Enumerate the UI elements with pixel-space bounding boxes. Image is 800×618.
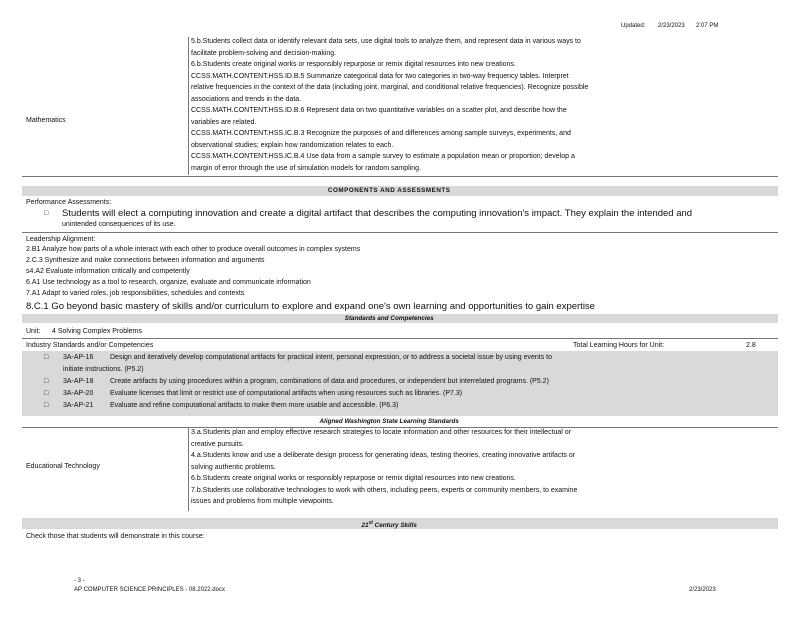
text-line: observational studies; explain how randomization relates to each. xyxy=(191,141,394,149)
text-line: CCSS.MATH.CONTENT.HSS.ID.B.5 Summarize categorical data for two categories in two-way frequency tables. Interpret xyxy=(191,72,569,80)
bullet-icon: □ xyxy=(44,210,49,217)
hours-label: Total Learning Hours for Unit: xyxy=(573,342,665,349)
performance-label: Performance Assessments: xyxy=(26,199,112,206)
updated-time: 2:07 PM xyxy=(696,23,719,29)
divider xyxy=(22,338,778,339)
footer-date: 2/23/2023 xyxy=(689,587,716,593)
text-line: issues and problems from multiple viewpoints. xyxy=(191,498,334,505)
text-line: s4.A2 Evaluate information critically and competently xyxy=(26,268,190,275)
text-line: 3.a.Students plan and employ effective research strategies to locate information and other resources for their intellectual or xyxy=(191,429,572,436)
text-line: solving authentic problems. xyxy=(191,463,276,471)
divider xyxy=(22,232,778,233)
bullet-icon: □ xyxy=(44,402,49,409)
industry-code: 3A-AP-20 xyxy=(63,390,94,397)
bullet-icon: □ xyxy=(44,378,49,385)
text-line: associations and trends in the data. xyxy=(191,95,302,103)
century-header xyxy=(0,519,778,530)
text-line: 7.A1 Adapt to varied roles, job responsibilities, schedules and contexts xyxy=(26,290,245,297)
industry-code: 3A-AP-18 xyxy=(63,378,94,385)
standards-header: Standards and Competencies xyxy=(344,315,434,322)
text-line: creative pursuits. xyxy=(191,440,244,448)
leadership-big-line: 8.C.1 Go beyond basic mastery of skills and/or curriculum to explore and expand one's own learning and opportunities to gain expertise xyxy=(26,301,595,312)
updated-date: 2/23/2023 xyxy=(658,23,685,29)
industry-code: 3A-AP-16 xyxy=(63,354,94,361)
bullet-icon: □ xyxy=(44,354,49,361)
updated-label: Updated: xyxy=(621,23,646,29)
century-prefix: 21 xyxy=(361,522,369,530)
industry-label: Industry Standards and/or Competencies xyxy=(26,342,154,349)
text-line: margin of error through the use of simulation models for random sampling. xyxy=(191,164,421,172)
industry-text: Design and iteratively develop computational artifacts for practical intent, personal expression, or to address a societal issue by using events to xyxy=(110,354,553,361)
footer-page: - 3 - xyxy=(74,578,85,584)
industry-text: Evaluate licenses that limit or restrict use of computational artifacts when using resources such as libraries. (P7.3) xyxy=(110,390,463,397)
century-sup: st xyxy=(368,520,373,526)
math-subject: Mathematics xyxy=(26,117,66,124)
components-header: COMPONENTS AND ASSESSMENTS xyxy=(327,187,451,194)
hours-value: 2.8 xyxy=(746,342,756,349)
text-line: variables are related. xyxy=(191,118,257,126)
text-line: 6.A1 Use technology as a tool to research, organize, evaluate and communicate information xyxy=(26,279,311,286)
text-line: CCSS.MATH.CONTENT.HSS.IC.B.4 Use data from a sample survey to estimate a population mean or proportion; develop a xyxy=(191,153,575,160)
check-line: Check those that students will demonstrate in this course: xyxy=(26,533,205,540)
divider xyxy=(22,176,778,177)
text-line: CCSS.MATH.CONTENT.HSS.IC.B.3 Recognize the purposes of and differences among sample surveys, experiments, and xyxy=(191,130,571,137)
footer-doc: AP COMPUTER SCIENCE PRINCIPLES - 08.2022.docx xyxy=(74,587,225,593)
leadership-label: Leadership Alignment: xyxy=(26,236,96,243)
edtech-subject: Educational Technology xyxy=(26,463,100,470)
text-line: 6.b.Students create original works or responsibly repurpose or remix digital resources into new creations. xyxy=(191,61,516,68)
text-line: 6.b.Students create original works or responsibly repurpose or remix digital resources into new creations. xyxy=(191,475,516,482)
text-line: 2.C.3 Synthesize and make connections between information and arguments xyxy=(26,257,265,264)
bullet-icon: □ xyxy=(44,390,49,397)
industry-text: initiate instructions. (P5.2) xyxy=(63,366,144,373)
edtech-divider xyxy=(188,427,189,511)
performance-text: Students will elect a computing innovation and create a digital artifact that describes the computing innovation's impact. They explain the intended and xyxy=(62,208,693,219)
text-line: facilitate problem-solving and decision-making. xyxy=(191,49,337,57)
text-line: 7.b.Students use collaborative technologies to work with others, including peers, experts or community members, to examine xyxy=(191,486,578,494)
century-rest: Century Skills xyxy=(374,522,417,530)
text-line: 2.B1 Analyze how parts of a whole interact with each other to produce overall outcomes in complex systems xyxy=(26,246,361,253)
unit-value: 4 Solving Complex Problems xyxy=(52,328,142,335)
industry-code: 3A-AP-21 xyxy=(63,402,94,409)
text-line: 5.b.Students collect data or identify relevant data sets, use digital tools to analyze them, and represent data in various ways to xyxy=(191,38,581,45)
washington-header: Aligned Washington State Learning Standards xyxy=(319,418,459,425)
text-line: CCSS.MATH.CONTENT.HSS.ID.B.6 Represent data on two quantitative variables on a scatter plot, and describe how the xyxy=(191,107,567,114)
text-line: 4.a.Students know and use a deliberate design process for generating ideas, testing theories, creating innovative artifacts or xyxy=(191,452,576,459)
text-line: relative frequencies in the context of the data (including joint, marginal, and conditional relative frequencies). Recognize possible xyxy=(191,84,589,91)
industry-text: Evaluate and refine computational artifacts to make them more usable and accessible. (P6.3) xyxy=(110,402,399,409)
performance-text-cont: unintended consequences of its use. xyxy=(62,221,176,228)
unit-label: Unit: xyxy=(26,328,41,335)
math-divider xyxy=(188,37,189,175)
industry-text: Create artifacts by using procedures within a program, combinations of data and procedures, or independent but interrelated programs. (P5.2) xyxy=(110,378,549,385)
